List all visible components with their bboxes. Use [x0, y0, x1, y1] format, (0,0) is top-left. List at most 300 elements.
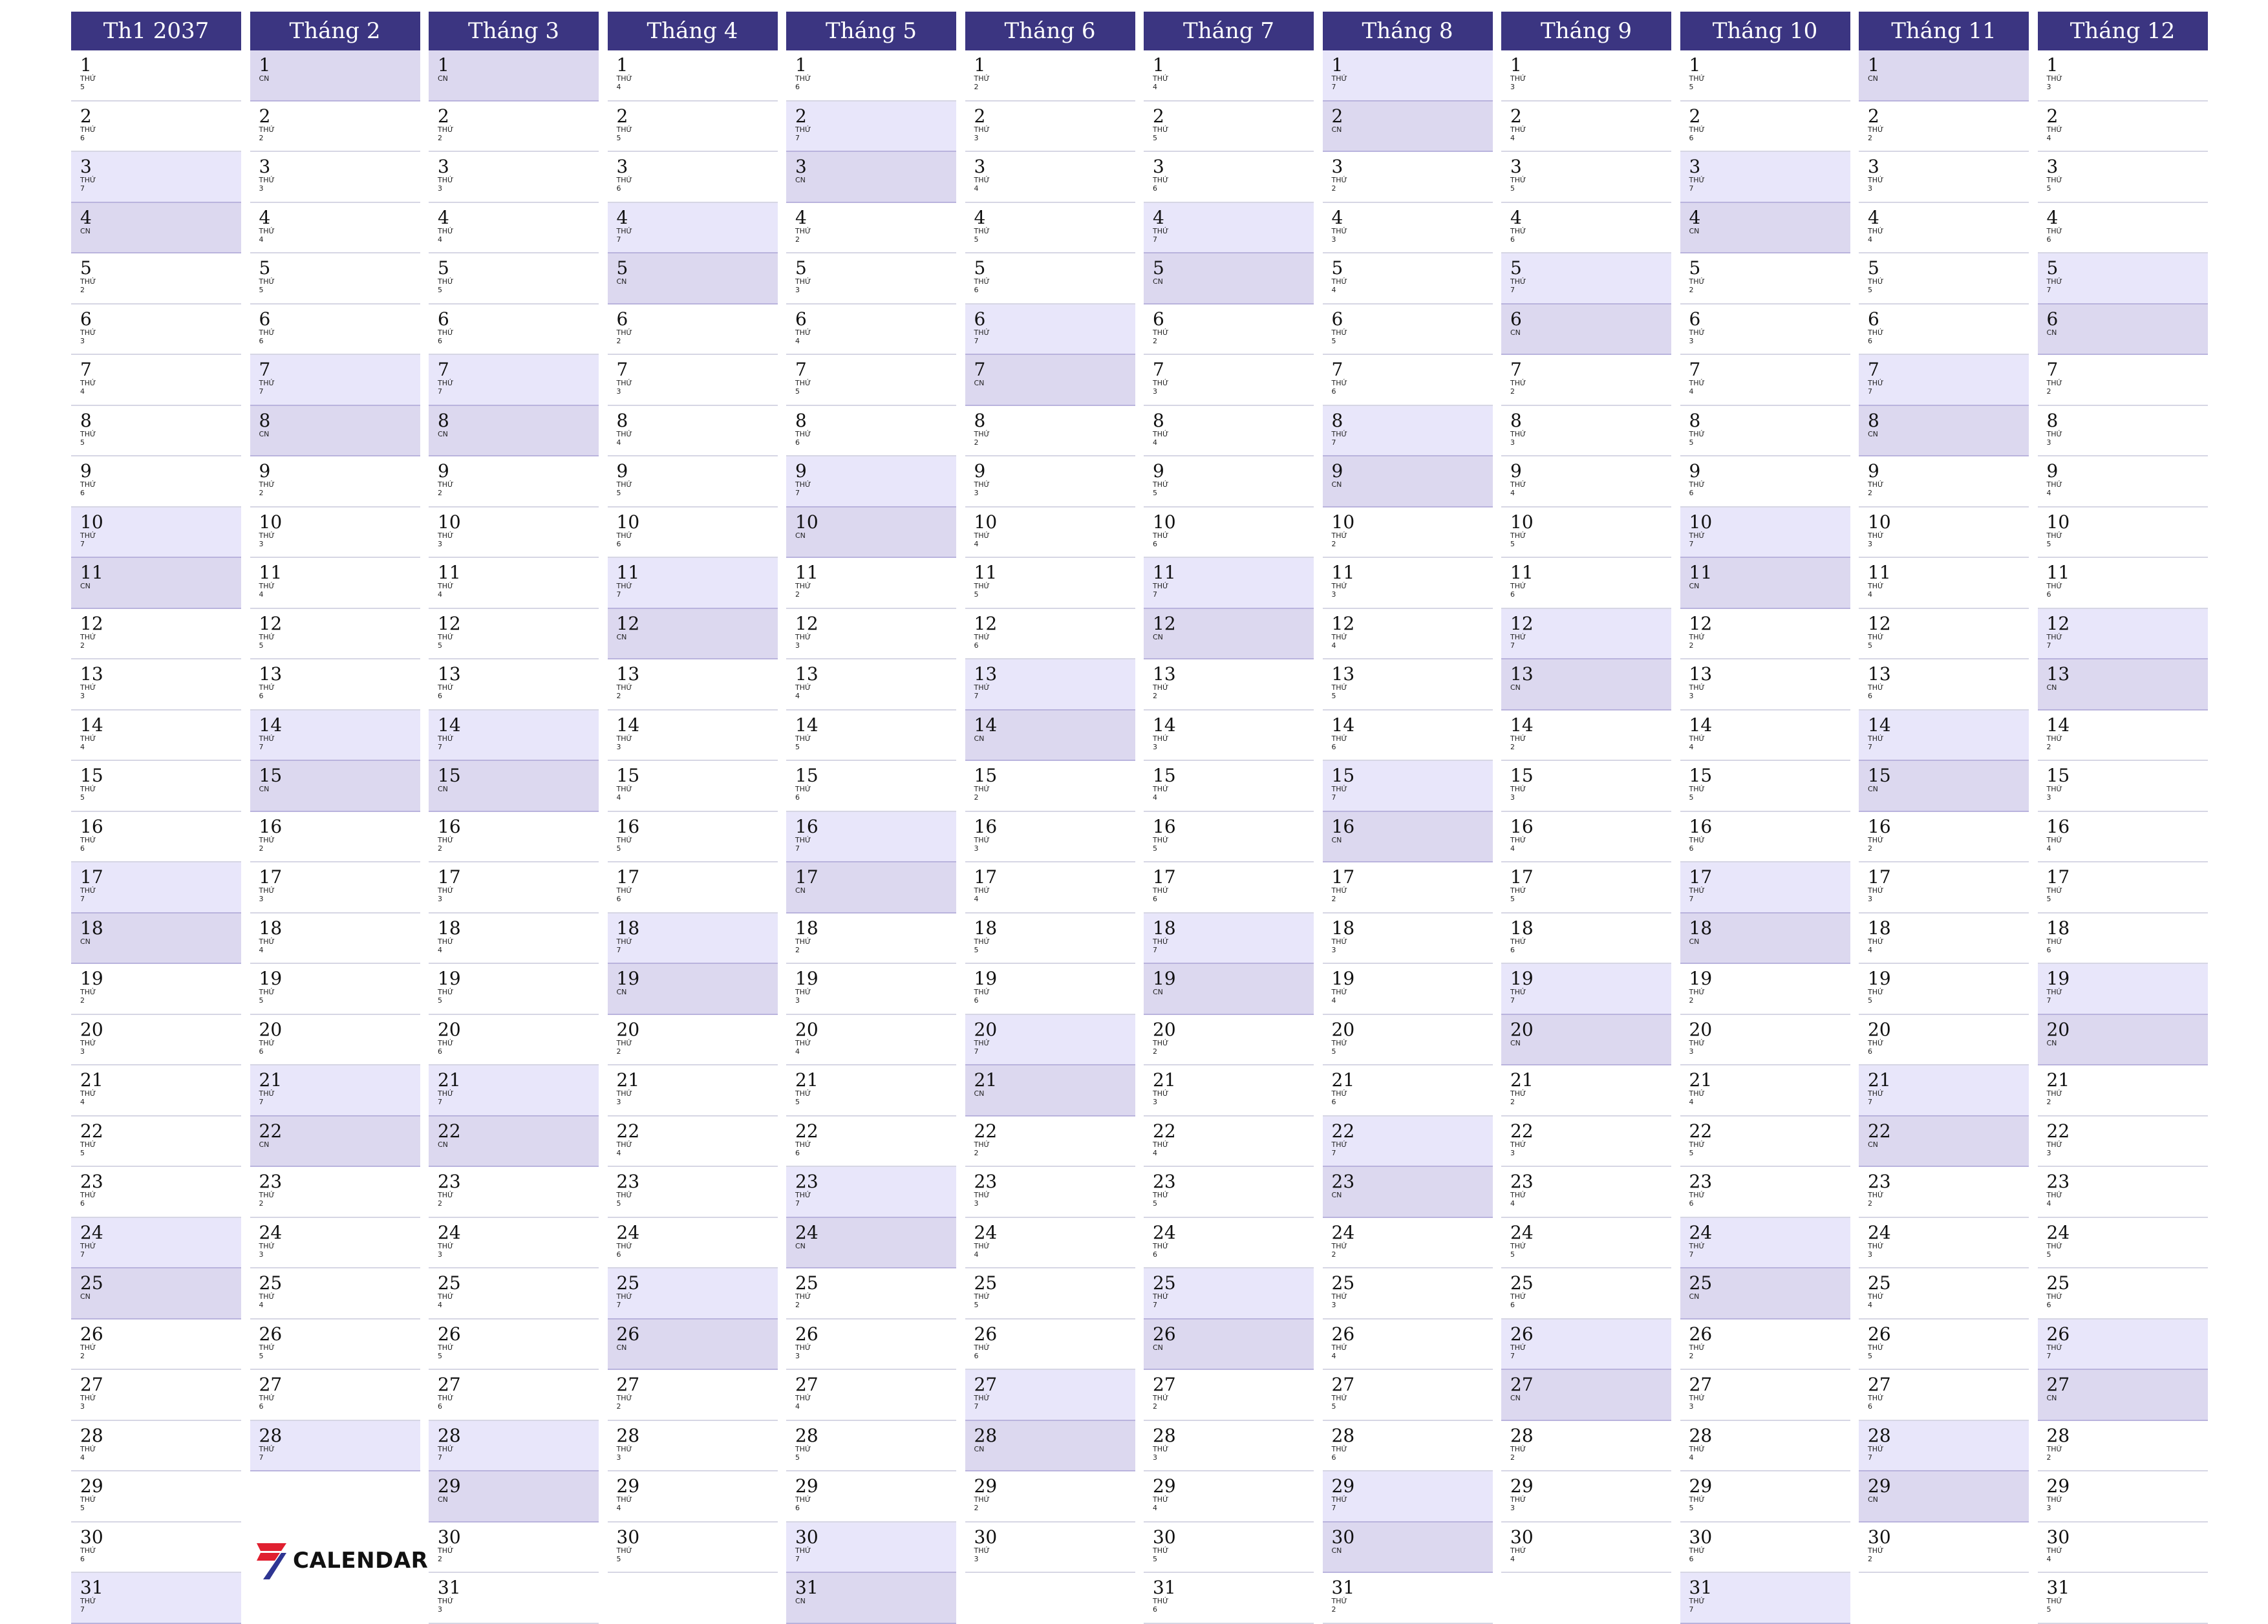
- day-cell[interactable]: [250, 761, 420, 812]
- day-cell[interactable]: [786, 558, 956, 609]
- day-cell[interactable]: [2038, 1320, 2208, 1371]
- day-cell[interactable]: [429, 1471, 599, 1522]
- day-cell[interactable]: [1501, 1218, 1671, 1269]
- day-cell[interactable]: [965, 1116, 1135, 1168]
- day-cell[interactable]: [1323, 609, 1493, 660]
- day-cell[interactable]: [1680, 1116, 1850, 1168]
- day-cell[interactable]: [71, 659, 241, 710]
- day-cell[interactable]: [2038, 914, 2208, 965]
- day-cell[interactable]: [1501, 914, 1671, 965]
- day-cell[interactable]: [2038, 964, 2208, 1015]
- day-cell[interactable]: [429, 710, 599, 762]
- day-cell[interactable]: [1501, 50, 1671, 102]
- day-cell[interactable]: [786, 1015, 956, 1066]
- day-cell[interactable]: [608, 1522, 778, 1574]
- day-cell[interactable]: [429, 253, 599, 304]
- day-cell[interactable]: [250, 558, 420, 609]
- day-cell[interactable]: [786, 1573, 956, 1624]
- day-cell[interactable]: [608, 914, 778, 965]
- day-cell[interactable]: [965, 558, 1135, 609]
- day-cell[interactable]: [71, 812, 241, 863]
- day-cell[interactable]: [71, 304, 241, 356]
- day-cell[interactable]: [608, 1268, 778, 1320]
- day-cell[interactable]: [1323, 1116, 1493, 1168]
- day-cell[interactable]: [429, 355, 599, 406]
- day-cell[interactable]: [608, 964, 778, 1015]
- day-cell[interactable]: [1144, 964, 1314, 1015]
- day-cell[interactable]: [71, 1573, 241, 1624]
- day-cell[interactable]: [1144, 406, 1314, 457]
- day-cell[interactable]: [429, 1320, 599, 1371]
- day-cell[interactable]: [965, 659, 1135, 710]
- day-cell[interactable]: [1859, 406, 2029, 457]
- day-cell[interactable]: [965, 50, 1135, 102]
- day-cell[interactable]: [1680, 406, 1850, 457]
- day-cell[interactable]: [1144, 1268, 1314, 1320]
- day-cell[interactable]: [786, 50, 956, 102]
- day-cell[interactable]: [2038, 1573, 2208, 1624]
- day-cell[interactable]: [786, 1218, 956, 1269]
- day-cell[interactable]: [1680, 659, 1850, 710]
- day-cell[interactable]: [1144, 1370, 1314, 1421]
- day-cell[interactable]: [71, 102, 241, 153]
- day-cell[interactable]: [71, 609, 241, 660]
- day-cell[interactable]: [250, 964, 420, 1015]
- day-cell[interactable]: [1144, 659, 1314, 710]
- day-cell[interactable]: [1323, 1167, 1493, 1218]
- day-cell[interactable]: [250, 914, 420, 965]
- day-cell[interactable]: [2038, 1015, 2208, 1066]
- day-cell[interactable]: [608, 406, 778, 457]
- day-cell[interactable]: [1501, 355, 1671, 406]
- day-cell[interactable]: [1323, 964, 1493, 1015]
- day-cell[interactable]: [1323, 456, 1493, 508]
- day-cell[interactable]: [429, 914, 599, 965]
- day-cell[interactable]: [1680, 1167, 1850, 1218]
- day-cell[interactable]: [429, 508, 599, 559]
- day-cell[interactable]: [2038, 355, 2208, 406]
- day-cell[interactable]: [1144, 1015, 1314, 1066]
- day-cell[interactable]: [965, 1218, 1135, 1269]
- day-cell[interactable]: [786, 253, 956, 304]
- day-cell[interactable]: [429, 964, 599, 1015]
- day-cell[interactable]: [1859, 1015, 2029, 1066]
- day-cell[interactable]: [71, 1015, 241, 1066]
- day-cell[interactable]: [1680, 609, 1850, 660]
- day-cell[interactable]: [1323, 862, 1493, 914]
- day-cell[interactable]: [786, 1268, 956, 1320]
- day-cell[interactable]: [1680, 964, 1850, 1015]
- day-cell[interactable]: [250, 1421, 420, 1472]
- day-cell[interactable]: [250, 659, 420, 710]
- day-cell[interactable]: [1859, 1421, 2029, 1472]
- day-cell[interactable]: [429, 1065, 599, 1116]
- day-cell[interactable]: [786, 1421, 956, 1472]
- day-cell[interactable]: [1859, 609, 2029, 660]
- day-cell[interactable]: [71, 1065, 241, 1116]
- day-cell[interactable]: [1323, 304, 1493, 356]
- day-cell[interactable]: [1680, 1065, 1850, 1116]
- day-cell[interactable]: [71, 1116, 241, 1168]
- day-cell[interactable]: [1859, 761, 2029, 812]
- day-cell[interactable]: [1323, 1522, 1493, 1574]
- day-cell[interactable]: [1144, 152, 1314, 203]
- day-cell[interactable]: [1323, 1573, 1493, 1624]
- day-cell[interactable]: [71, 964, 241, 1015]
- day-cell[interactable]: [1144, 253, 1314, 304]
- day-cell[interactable]: [1680, 1573, 1850, 1624]
- day-cell[interactable]: [965, 102, 1135, 153]
- day-cell[interactable]: [1501, 1116, 1671, 1168]
- day-cell[interactable]: [608, 609, 778, 660]
- day-cell[interactable]: [1323, 50, 1493, 102]
- day-cell[interactable]: [429, 1218, 599, 1269]
- day-cell[interactable]: [1323, 1218, 1493, 1269]
- day-cell[interactable]: [429, 102, 599, 153]
- day-cell[interactable]: [429, 1522, 599, 1574]
- day-cell[interactable]: [1501, 964, 1671, 1015]
- day-cell[interactable]: [965, 203, 1135, 254]
- day-cell[interactable]: [1859, 1320, 2029, 1371]
- day-cell[interactable]: [1144, 1116, 1314, 1168]
- day-cell[interactable]: [1501, 1421, 1671, 1472]
- day-cell[interactable]: [786, 609, 956, 660]
- day-cell[interactable]: [965, 1065, 1135, 1116]
- day-cell[interactable]: [1859, 710, 2029, 762]
- day-cell[interactable]: [1859, 862, 2029, 914]
- day-cell[interactable]: [608, 1116, 778, 1168]
- day-cell[interactable]: [608, 203, 778, 254]
- day-cell[interactable]: [2038, 1421, 2208, 1472]
- day-cell[interactable]: [2038, 1065, 2208, 1116]
- day-cell[interactable]: [429, 1370, 599, 1421]
- day-cell[interactable]: [608, 508, 778, 559]
- day-cell[interactable]: [429, 1421, 599, 1472]
- day-cell[interactable]: [965, 710, 1135, 762]
- day-cell[interactable]: [250, 1167, 420, 1218]
- day-cell[interactable]: [2038, 1218, 2208, 1269]
- day-cell[interactable]: [250, 304, 420, 356]
- day-cell[interactable]: [429, 50, 599, 102]
- day-cell[interactable]: [786, 406, 956, 457]
- day-cell[interactable]: [965, 761, 1135, 812]
- day-cell[interactable]: [1859, 102, 2029, 153]
- day-cell[interactable]: [1501, 456, 1671, 508]
- day-cell[interactable]: [1859, 1370, 2029, 1421]
- day-cell[interactable]: [429, 1167, 599, 1218]
- day-cell[interactable]: [608, 50, 778, 102]
- day-cell[interactable]: [71, 1167, 241, 1218]
- day-cell[interactable]: [1501, 1320, 1671, 1371]
- day-cell[interactable]: [1144, 812, 1314, 863]
- day-cell[interactable]: [1323, 812, 1493, 863]
- day-cell[interactable]: [1501, 508, 1671, 559]
- day-cell[interactable]: [608, 1218, 778, 1269]
- day-cell[interactable]: [71, 1320, 241, 1371]
- day-cell[interactable]: [1680, 355, 1850, 406]
- day-cell[interactable]: [1501, 1522, 1671, 1574]
- day-cell[interactable]: [429, 456, 599, 508]
- day-cell[interactable]: [2038, 1268, 2208, 1320]
- day-cell[interactable]: [1144, 508, 1314, 559]
- day-cell[interactable]: [71, 406, 241, 457]
- day-cell[interactable]: [786, 1065, 956, 1116]
- day-cell[interactable]: [786, 152, 956, 203]
- day-cell[interactable]: [786, 914, 956, 965]
- day-cell[interactable]: [1680, 558, 1850, 609]
- day-cell[interactable]: [1144, 1471, 1314, 1522]
- day-cell[interactable]: [250, 203, 420, 254]
- day-cell[interactable]: [71, 1218, 241, 1269]
- day-cell[interactable]: [608, 152, 778, 203]
- day-cell[interactable]: [429, 203, 599, 254]
- day-cell[interactable]: [1501, 1065, 1671, 1116]
- day-cell[interactable]: [965, 304, 1135, 356]
- day-cell[interactable]: [1859, 152, 2029, 203]
- day-cell[interactable]: [786, 659, 956, 710]
- day-cell[interactable]: [250, 1370, 420, 1421]
- day-cell[interactable]: [429, 1116, 599, 1168]
- day-cell[interactable]: [1501, 558, 1671, 609]
- day-cell[interactable]: [1680, 914, 1850, 965]
- day-cell[interactable]: [608, 102, 778, 153]
- day-cell[interactable]: [1680, 50, 1850, 102]
- day-cell[interactable]: [786, 304, 956, 356]
- day-cell[interactable]: [71, 1522, 241, 1574]
- day-cell[interactable]: [1323, 406, 1493, 457]
- day-cell[interactable]: [71, 1421, 241, 1472]
- day-cell[interactable]: [2038, 609, 2208, 660]
- day-cell[interactable]: [1680, 152, 1850, 203]
- day-cell[interactable]: [2038, 812, 2208, 863]
- day-cell[interactable]: [1680, 253, 1850, 304]
- day-cell[interactable]: [608, 1167, 778, 1218]
- day-cell[interactable]: [1323, 558, 1493, 609]
- day-cell[interactable]: [429, 152, 599, 203]
- day-cell[interactable]: [608, 1065, 778, 1116]
- day-cell[interactable]: [429, 406, 599, 457]
- day-cell[interactable]: [429, 558, 599, 609]
- day-cell[interactable]: [965, 1167, 1135, 1218]
- day-cell[interactable]: [429, 1015, 599, 1066]
- day-cell[interactable]: [1680, 812, 1850, 863]
- day-cell[interactable]: [250, 50, 420, 102]
- day-cell[interactable]: [786, 1471, 956, 1522]
- day-cell[interactable]: [1859, 1167, 2029, 1218]
- day-cell[interactable]: [71, 203, 241, 254]
- day-cell[interactable]: [965, 862, 1135, 914]
- day-cell[interactable]: [1501, 609, 1671, 660]
- day-cell[interactable]: [71, 1370, 241, 1421]
- day-cell[interactable]: [2038, 558, 2208, 609]
- day-cell[interactable]: [2038, 1522, 2208, 1574]
- day-cell[interactable]: [1680, 1370, 1850, 1421]
- day-cell[interactable]: [71, 1471, 241, 1522]
- day-cell[interactable]: [786, 203, 956, 254]
- day-cell[interactable]: [250, 152, 420, 203]
- day-cell[interactable]: [2038, 659, 2208, 710]
- day-cell[interactable]: [1680, 508, 1850, 559]
- day-cell[interactable]: [786, 761, 956, 812]
- day-cell[interactable]: [71, 50, 241, 102]
- day-cell[interactable]: [250, 253, 420, 304]
- day-cell[interactable]: [250, 1116, 420, 1168]
- day-cell[interactable]: [1323, 1370, 1493, 1421]
- day-cell[interactable]: [786, 508, 956, 559]
- day-cell[interactable]: [1323, 659, 1493, 710]
- day-cell[interactable]: [1144, 914, 1314, 965]
- day-cell[interactable]: [1859, 304, 2029, 356]
- day-cell[interactable]: [1323, 508, 1493, 559]
- day-cell[interactable]: [608, 304, 778, 356]
- day-cell[interactable]: [250, 355, 420, 406]
- day-cell[interactable]: [1144, 355, 1314, 406]
- day-cell[interactable]: [608, 761, 778, 812]
- day-cell[interactable]: [1501, 761, 1671, 812]
- day-cell[interactable]: [1144, 1065, 1314, 1116]
- day-cell[interactable]: [1144, 1522, 1314, 1574]
- day-cell[interactable]: [608, 710, 778, 762]
- day-cell[interactable]: [1501, 1268, 1671, 1320]
- day-cell[interactable]: [1859, 1268, 2029, 1320]
- day-cell[interactable]: [1323, 355, 1493, 406]
- day-cell[interactable]: [2038, 203, 2208, 254]
- day-cell[interactable]: [1501, 203, 1671, 254]
- day-cell[interactable]: [608, 253, 778, 304]
- day-cell[interactable]: [965, 1370, 1135, 1421]
- day-cell[interactable]: [250, 1320, 420, 1371]
- day-cell[interactable]: [1323, 1320, 1493, 1371]
- day-cell[interactable]: [250, 862, 420, 914]
- day-cell[interactable]: [1501, 862, 1671, 914]
- day-cell[interactable]: [2038, 102, 2208, 153]
- day-cell[interactable]: [965, 1320, 1135, 1371]
- day-cell[interactable]: [429, 812, 599, 863]
- day-cell[interactable]: [965, 1421, 1135, 1472]
- day-cell[interactable]: [1323, 102, 1493, 153]
- day-cell[interactable]: [1144, 761, 1314, 812]
- day-cell[interactable]: [608, 1421, 778, 1472]
- day-cell[interactable]: [429, 609, 599, 660]
- day-cell[interactable]: [1501, 253, 1671, 304]
- day-cell[interactable]: [2038, 253, 2208, 304]
- day-cell[interactable]: [1680, 1015, 1850, 1066]
- day-cell[interactable]: [2038, 50, 2208, 102]
- day-cell[interactable]: [965, 508, 1135, 559]
- day-cell[interactable]: [2038, 1167, 2208, 1218]
- day-cell[interactable]: [1680, 862, 1850, 914]
- day-cell[interactable]: [1859, 1218, 2029, 1269]
- day-cell[interactable]: [71, 761, 241, 812]
- day-cell[interactable]: [2038, 862, 2208, 914]
- day-cell[interactable]: [786, 1522, 956, 1574]
- day-cell[interactable]: [786, 355, 956, 406]
- day-cell[interactable]: [1323, 203, 1493, 254]
- day-cell[interactable]: [1323, 1268, 1493, 1320]
- day-cell[interactable]: [1680, 203, 1850, 254]
- day-cell[interactable]: [1859, 203, 2029, 254]
- day-cell[interactable]: [1323, 761, 1493, 812]
- day-cell[interactable]: [250, 406, 420, 457]
- day-cell[interactable]: [786, 1116, 956, 1168]
- day-cell[interactable]: [1144, 710, 1314, 762]
- day-cell[interactable]: [71, 152, 241, 203]
- day-cell[interactable]: [786, 102, 956, 153]
- day-cell[interactable]: [786, 456, 956, 508]
- day-cell[interactable]: [786, 1370, 956, 1421]
- day-cell[interactable]: [1144, 609, 1314, 660]
- day-cell[interactable]: [1680, 1268, 1850, 1320]
- day-cell[interactable]: [965, 456, 1135, 508]
- day-cell[interactable]: [71, 355, 241, 406]
- day-cell[interactable]: [1859, 659, 2029, 710]
- day-cell[interactable]: [1323, 152, 1493, 203]
- day-cell[interactable]: [965, 964, 1135, 1015]
- day-cell[interactable]: [71, 508, 241, 559]
- day-cell[interactable]: [250, 1065, 420, 1116]
- day-cell[interactable]: [1323, 1015, 1493, 1066]
- day-cell[interactable]: [2038, 1471, 2208, 1522]
- day-cell[interactable]: [1144, 1218, 1314, 1269]
- day-cell[interactable]: [608, 355, 778, 406]
- day-cell[interactable]: [1501, 1167, 1671, 1218]
- day-cell[interactable]: [2038, 406, 2208, 457]
- day-cell[interactable]: [2038, 1370, 2208, 1421]
- day-cell[interactable]: [1680, 710, 1850, 762]
- day-cell[interactable]: [1859, 253, 2029, 304]
- day-cell[interactable]: [1501, 406, 1671, 457]
- day-cell[interactable]: [71, 253, 241, 304]
- day-cell[interactable]: [71, 862, 241, 914]
- day-cell[interactable]: [1501, 102, 1671, 153]
- day-cell[interactable]: [250, 710, 420, 762]
- day-cell[interactable]: [2038, 761, 2208, 812]
- day-cell[interactable]: [1859, 456, 2029, 508]
- day-cell[interactable]: [429, 862, 599, 914]
- day-cell[interactable]: [429, 1268, 599, 1320]
- day-cell[interactable]: [1859, 355, 2029, 406]
- day-cell[interactable]: [429, 304, 599, 356]
- day-cell[interactable]: [786, 1167, 956, 1218]
- day-cell[interactable]: [608, 812, 778, 863]
- day-cell[interactable]: [786, 862, 956, 914]
- day-cell[interactable]: [1144, 1320, 1314, 1371]
- day-cell[interactable]: [965, 812, 1135, 863]
- day-cell[interactable]: [1323, 1471, 1493, 1522]
- day-cell[interactable]: [965, 152, 1135, 203]
- day-cell[interactable]: [608, 1370, 778, 1421]
- day-cell[interactable]: [1859, 1522, 2029, 1574]
- day-cell[interactable]: [1501, 1471, 1671, 1522]
- day-cell[interactable]: [1680, 1421, 1850, 1472]
- day-cell[interactable]: [965, 355, 1135, 406]
- day-cell[interactable]: [1501, 152, 1671, 203]
- day-cell[interactable]: [965, 1522, 1135, 1574]
- day-cell[interactable]: [965, 406, 1135, 457]
- day-cell[interactable]: [965, 1471, 1135, 1522]
- day-cell[interactable]: [2038, 1116, 2208, 1168]
- day-cell[interactable]: [1501, 659, 1671, 710]
- day-cell[interactable]: [1144, 50, 1314, 102]
- day-cell[interactable]: [608, 456, 778, 508]
- day-cell[interactable]: [1144, 1421, 1314, 1472]
- day-cell[interactable]: [250, 1015, 420, 1066]
- day-cell[interactable]: [250, 1218, 420, 1269]
- day-cell[interactable]: [1680, 761, 1850, 812]
- day-cell[interactable]: [1680, 1471, 1850, 1522]
- day-cell[interactable]: [2038, 304, 2208, 356]
- day-cell[interactable]: [1859, 1065, 2029, 1116]
